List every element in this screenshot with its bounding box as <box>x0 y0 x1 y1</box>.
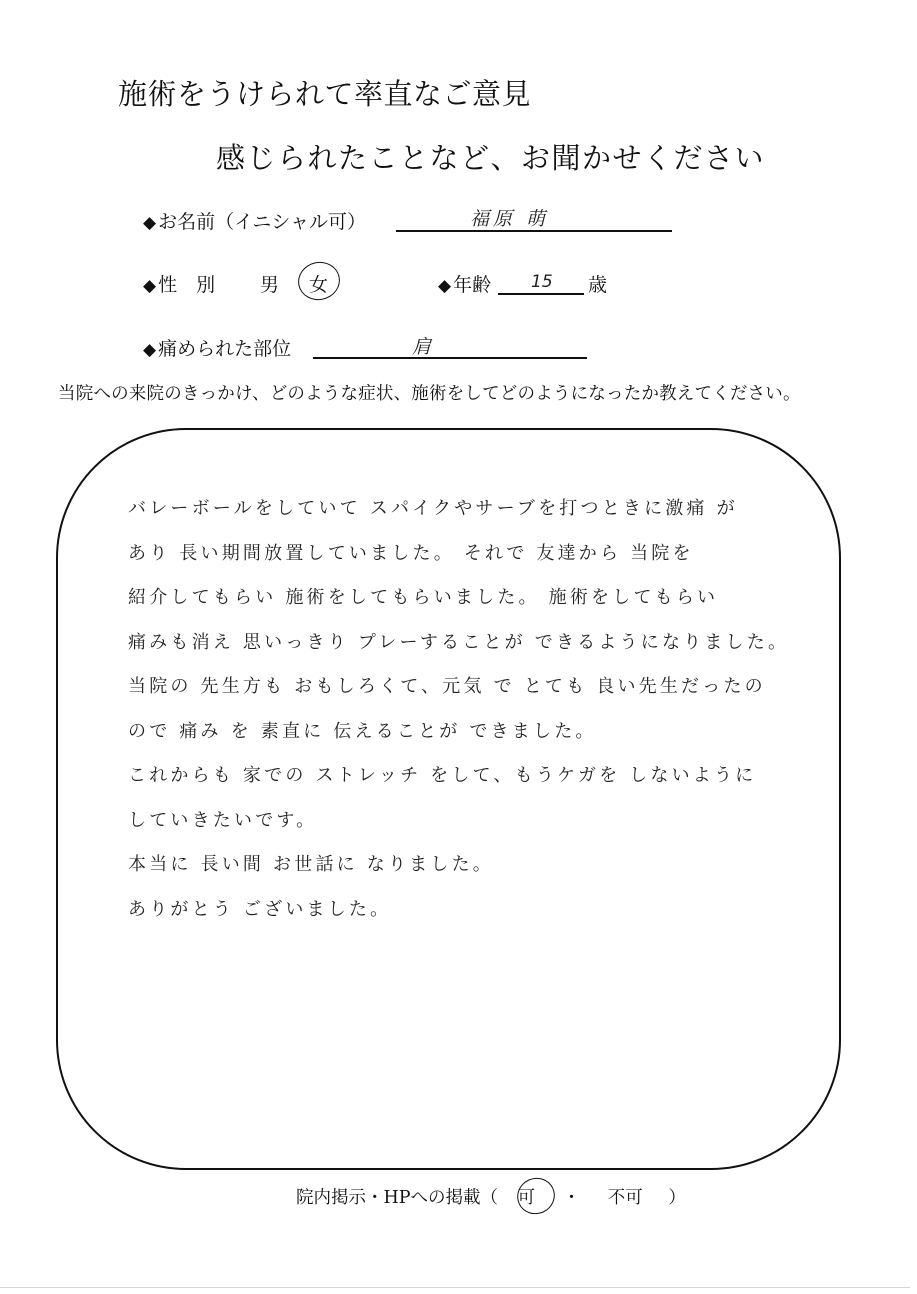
gender-option-male[interactable]: 男 <box>260 274 280 296</box>
consent-option-no[interactable]: 不可 <box>607 1188 643 1208</box>
name-field-label: ◆ お名前（イニシャル可） <box>143 211 366 233</box>
age-value[interactable]: 15 <box>531 272 553 292</box>
consent-option-yes[interactable]: 可 <box>517 1188 536 1208</box>
age-underline <box>498 293 584 295</box>
gender-option-female[interactable]: 女 <box>309 274 329 296</box>
comment-line: 当院の 先生方も おもしろくて、元気 で とても 良い先生だったの <box>128 676 766 697</box>
comment-line: バレーボールをしていて スパイクやサーブを打つときに激痛 が <box>128 498 738 519</box>
comment-line: していきたいです。 <box>128 809 318 831</box>
comment-text <box>128 494 789 939</box>
consent-separator: ・ <box>562 1188 581 1208</box>
diamond-bullet-icon: ◆ <box>143 213 157 233</box>
comment-line: あり 長い期間放置していました。 それで 友達から 当院を <box>128 542 694 564</box>
diamond-bullet-icon: ◆ <box>143 340 157 360</box>
comment-line: ありがとう ございました。 <box>128 898 392 920</box>
age-unit: 歳 <box>588 274 608 296</box>
consent-label: 院内掲示・HPへの掲載（ <box>296 1188 499 1208</box>
consent-selection-circle-mark <box>511 1172 561 1221</box>
publication-consent <box>296 1184 686 1209</box>
diamond-bullet-icon: ◆ <box>143 276 157 296</box>
comment-line: 紹介してもらい 施術をしてもらいました。 施術をしてもらい <box>128 587 719 608</box>
comment-line: 痛みも消え 思いっきり プレーすることが できるようになりました。 <box>128 631 790 653</box>
comment-line: ので 痛み を 素直に 伝えることが できました。 <box>128 720 597 742</box>
diamond-bullet-icon: ◆ <box>438 276 452 296</box>
selection-circle-mark <box>295 258 344 304</box>
gender-field-label: ◆ 性 別 <box>143 274 216 296</box>
age-field-label: ◆ 年齢 <box>438 274 492 296</box>
pain-area-value[interactable]: 肩 <box>412 336 432 358</box>
pain-area-field-label: ◆ 痛められた部位 <box>143 338 292 360</box>
name-value[interactable]: 福原 萌 <box>470 208 550 230</box>
comment-line: これからも 家での ストレッチ をして、もうケガを しないように <box>128 765 757 786</box>
comment-instruction: 当院への来院のきっかけ、どのような症状、施術をしてどのようになったか教えてください。 <box>58 384 801 404</box>
form-title-line1: 施術をうけられて率直なご意見 <box>118 77 532 111</box>
form-title-line2: 感じられたことなど、お聞かせください <box>216 141 766 175</box>
consent-close: ） <box>668 1188 686 1208</box>
pain-area-underline <box>313 357 587 359</box>
page-bottom-edge <box>0 1287 910 1288</box>
comment-line: 本当に 長い間 お世話に なりました。 <box>128 854 494 875</box>
